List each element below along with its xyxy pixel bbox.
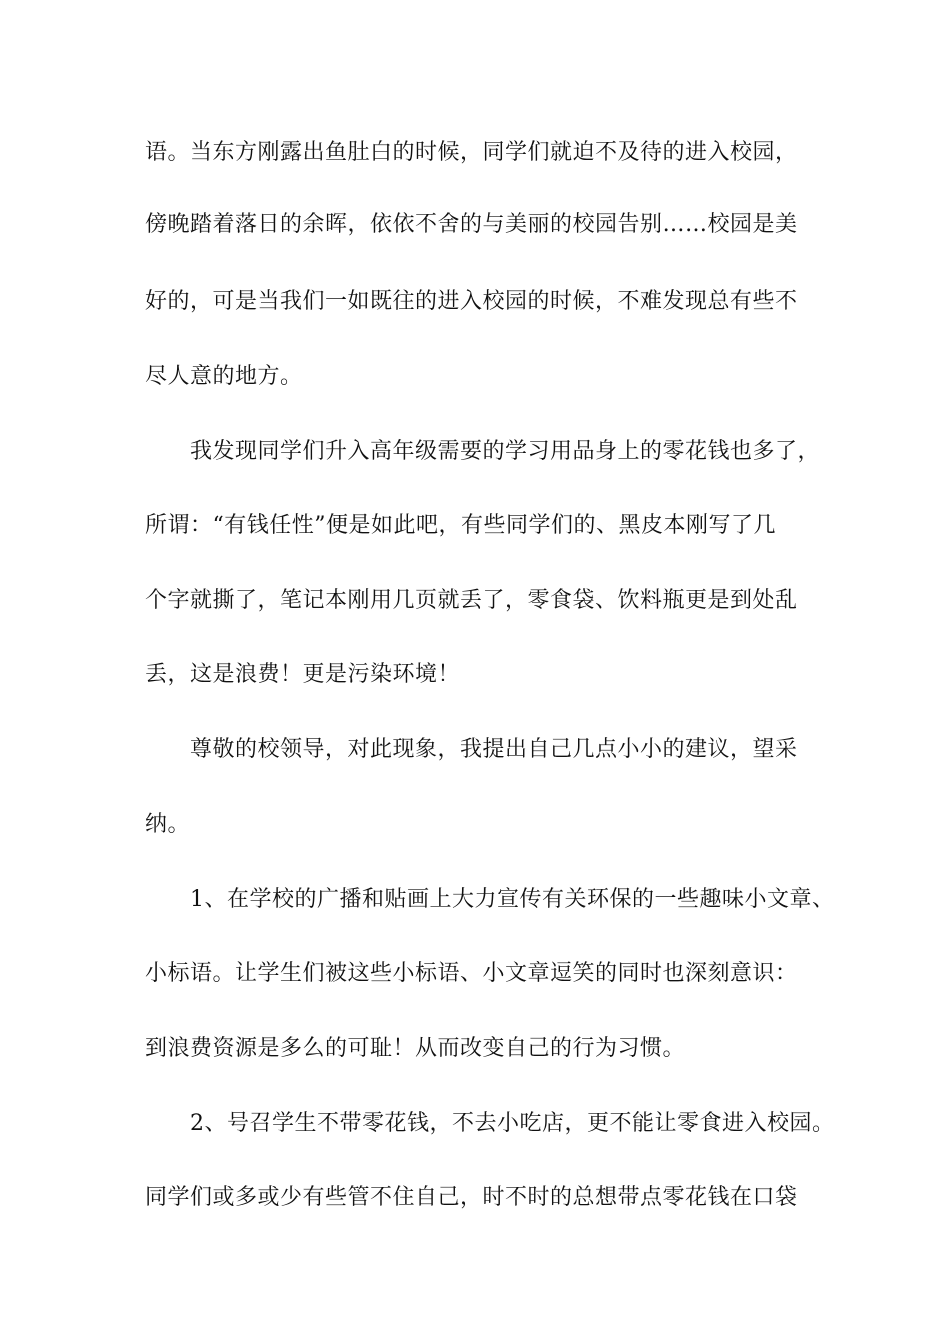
text-line-10: 纳。 [145, 812, 191, 837]
text-line-14: 2、号召学生不带零花钱，不去小吃店，更不能让零食进入校园。 [190, 1111, 835, 1136]
text-line-13: 到浪费资源是多么的可耻！从而改变自己的行为习惯。 [145, 1036, 686, 1061]
text-line-7: 个字就撕了，笔记本刚用几页就丢了，零食袋、饮料瓶更是到处乱 [145, 588, 798, 613]
text-line-3: 好的，可是当我们一如既往的进入校园的时候，不难发现总有些不 [145, 289, 798, 314]
text-line-1: 语。当东方刚露出鱼肚白的时候，同学们就迫不及待的进入校园， [145, 140, 798, 165]
text-line-6: 所谓：“有钱任性”便是如此吧，有些同学们的、黑皮本刚写了几 [145, 513, 776, 538]
text-line-4: 尽人意的地方。 [145, 364, 303, 389]
text-line-12: 小标语。让学生们被这些小标语、小文章逗笑的同时也深刻意识： [145, 961, 798, 986]
text-line-5: 我发现同学们升入高年级需要的学习用品身上的零花钱也多了， [190, 439, 821, 464]
text-line-9: 尊敬的校领导，对此现象，我提出自己几点小小的建议，望采 [190, 737, 798, 762]
text-line-15: 同学们或多或少有些管不住自己，时不时的总想带点零花钱在口袋 [145, 1185, 798, 1210]
text-line-8: 丢，这是浪费！更是污染环境！ [145, 662, 461, 687]
text-line-11: 1、在学校的广播和贴画上大力宣传有关环保的一些趣味小文章、 [190, 887, 835, 912]
text-line-2: 傍晚踏着落日的余晖，依依不舍的与美丽的校园告别……校园是美 [145, 212, 798, 237]
